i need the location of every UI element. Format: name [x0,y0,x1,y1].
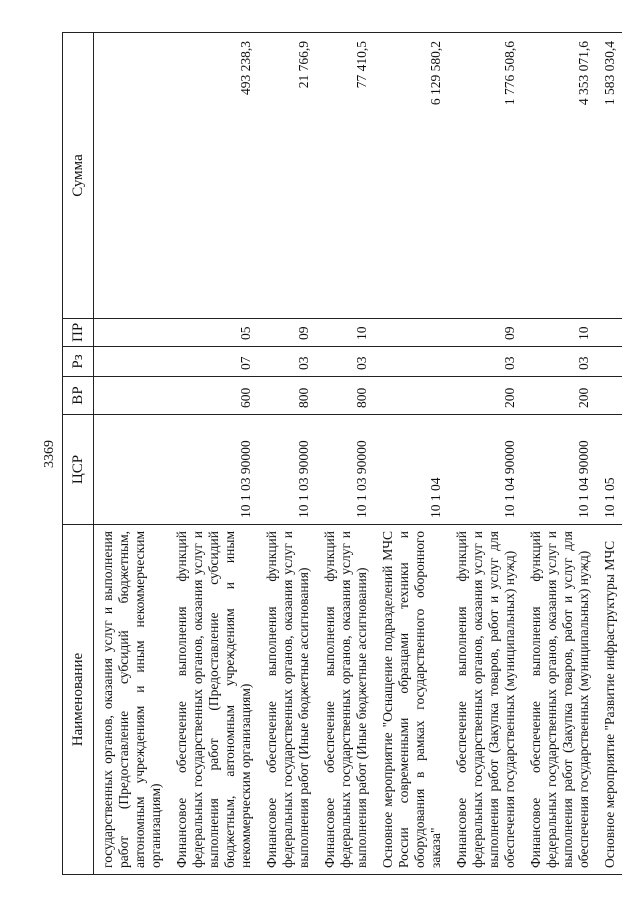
cell-sum: 1 583 030,4 [596,33,622,319]
cell-rz [596,347,622,377]
cell-vr [94,377,169,415]
cell-name: Финансовое обеспечение выполнения функций федеральных государственных органов, оказания услуг и выполнения работ (Иные бюджетные ассигнования) [258,525,316,875]
cell-sum: 6 129 580,2 [374,33,448,319]
cell-rz: 03 [448,347,522,377]
header-name: Наименование [63,525,94,875]
cell-pr [94,319,169,347]
page-number: 3369 [42,440,57,468]
cell-name: Финансовое обеспечение выполнения функций федеральных государственных органов, оказания услуг и выполнения работ (Закупка товаров, работ и услуг для обеспечения государственных (муниципальных) нужд) [522,525,596,875]
header-pr: ПР [63,319,94,347]
cell-csr: 10 1 04 90000 [522,415,596,525]
table-row [374,33,448,875]
cell-vr: 200 [448,377,522,415]
rotated-page [40,33,617,875]
cell-vr [374,377,448,415]
cell-rz [94,347,169,377]
header-sum: Сумма [63,33,94,319]
cell-rz: 03 [522,347,596,377]
cell-rz: 03 [316,347,374,377]
cell-name: Финансовое обеспечение выполнения функций федеральных государственных органов, оказания услуг и выполнения работ (Предоставление субсидий бюджетным, автономным учреждениям и иным некоммерческим организациям) [168,525,258,875]
cell-vr: 200 [522,377,596,415]
table-row [168,33,258,875]
cell-pr: 09 [258,319,316,347]
cell-csr: 10 1 03 90000 [168,415,258,525]
cell-sum: 4 353 071,6 [522,33,596,319]
cell-csr: 10 1 03 90000 [258,415,316,525]
cell-sum: 1 776 508,6 [448,33,522,319]
header-csr: ЦСР [63,415,94,525]
cell-name: Финансовое обеспечение выполнения функций федеральных государственных органов, оказания услуг и выполнения работ (Иные бюджетные ассигнования) [316,525,374,875]
cell-vr: 800 [258,377,316,415]
cell-vr: 800 [316,377,374,415]
cell-rz: 07 [168,347,258,377]
table-row [448,33,522,875]
cell-csr: 10 1 03 90000 [316,415,374,525]
cell-sum [94,33,169,319]
table-row [596,33,622,875]
cell-sum: 493 238,3 [168,33,258,319]
cell-sum: 21 766,9 [258,33,316,319]
cell-pr [596,319,622,347]
cell-csr: 10 1 04 [374,415,448,525]
budget-table [62,32,622,875]
cell-vr [596,377,622,415]
cell-name: государственных органов, оказания услуг и выполнения работ (Предоставление субсидий бюджетным, автономным учреждениям и иным некоммерческим организациям) [94,525,169,875]
cell-vr: 600 [168,377,258,415]
cell-pr: 05 [168,319,258,347]
cell-rz [374,347,448,377]
cell-name: Основное мероприятие "Развитие инфраструктуры МЧС [596,525,622,875]
cell-pr: 10 [522,319,596,347]
table-row [258,33,316,875]
cell-rz: 03 [258,347,316,377]
cell-pr: 10 [316,319,374,347]
cell-pr: 09 [448,319,522,347]
cell-sum: 77 410,5 [316,33,374,319]
cell-name: Основное мероприятие "Оснащение подразделений МЧС России современными образцами техники и оборудования в рамках государственного оборонного заказа" [374,525,448,875]
cell-name: Финансовое обеспечение выполнения функций федеральных государственных органов, оказания услуг и выполнения работ (Закупка товаров, работ и услуг для обеспечения государственных (муниципальных) нужд) [448,525,522,875]
cell-pr [374,319,448,347]
header-vr: ВР [63,377,94,415]
header-rz: Рз [63,347,94,377]
table-row [522,33,596,875]
table-row [316,33,374,875]
table-header-row [63,33,94,875]
table-row [94,33,169,875]
cell-csr: 10 1 04 90000 [448,415,522,525]
cell-csr: 10 1 05 [596,415,622,525]
cell-csr [94,415,169,525]
